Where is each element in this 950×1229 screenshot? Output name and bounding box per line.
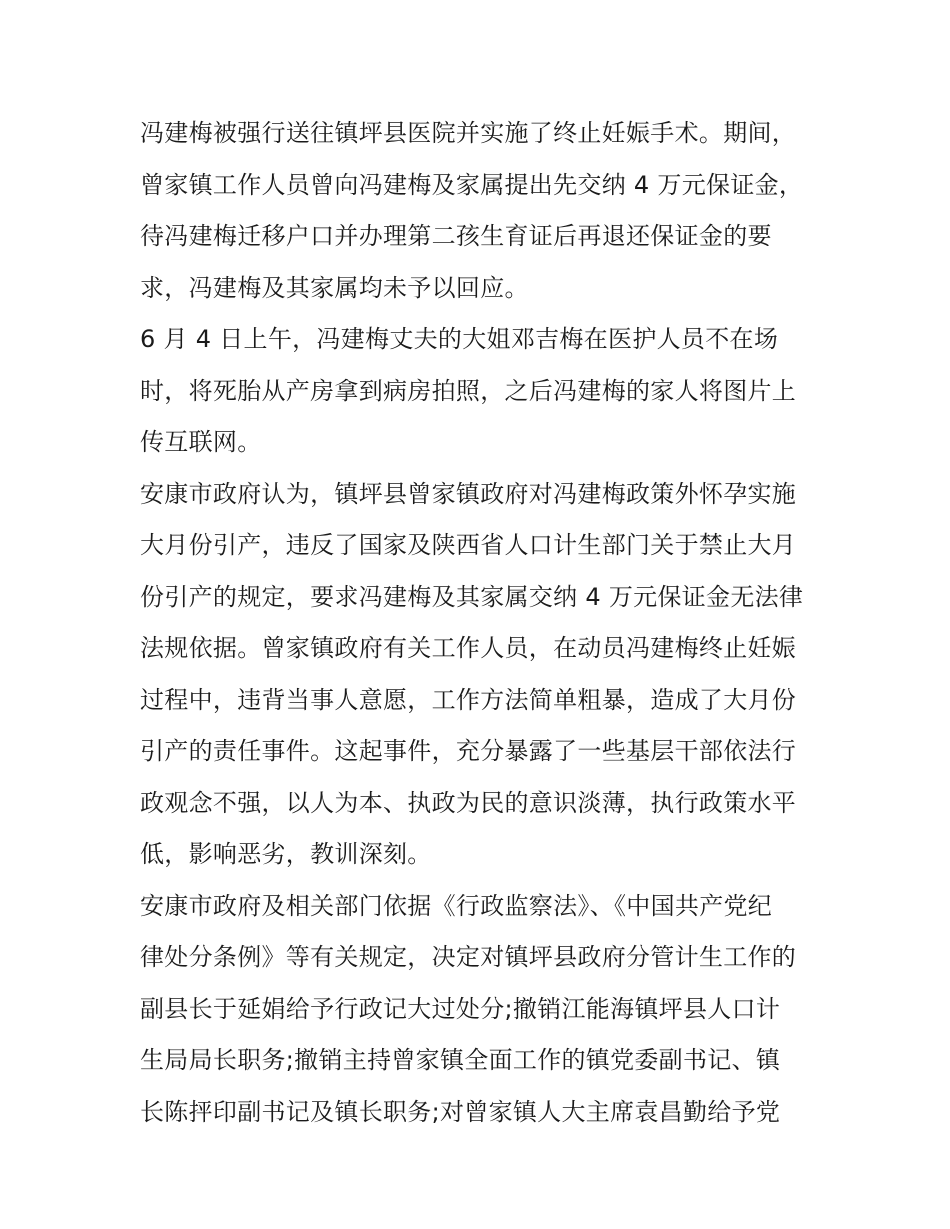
text-line: 大月份引产，违反了国家及陕西省人口计生部门关于禁止大月	[140, 531, 797, 559]
text-line: 求，冯建梅及其家属均未予以回应。	[140, 273, 529, 302]
text-line: 份引产的规定，要求冯建梅及其家属交纳 4 万元保证金无法律	[140, 582, 804, 611]
text-line: 生局局长职务;撤销主持曾家镇全面工作的镇党委副书记、镇	[140, 1046, 781, 1074]
text-line: 时，将死胎从产房拿到病房拍照，之后冯建梅的家人将图片上	[140, 376, 797, 405]
document-body	[140, 108, 820, 1138]
text-line: 过程中，违背当事人意愿，工作方法简单粗暴，造成了大月份	[140, 685, 797, 714]
text-line: 法规依据。曾家镇政府有关工作人员，在动员冯建梅终止妊娠	[140, 634, 797, 662]
text-line: 长陈抨印副书记及镇长职务;对曾家镇人大主席袁昌勤给予党	[140, 1097, 781, 1126]
text-line: 引产的责任事件。这起事件，充分暴露了一些基层干部依法行	[140, 737, 797, 765]
text-line: 低，影响恶劣，教训深刻。	[140, 840, 432, 868]
text-line: 冯建梅被强行送往镇坪县医院并实施了终止妊娠手术。期间，	[140, 119, 797, 147]
text-line: 安康市政府认为，镇坪县曾家镇政府对冯建梅政策外怀孕实施	[140, 479, 797, 508]
text-line: 传互联网。	[140, 428, 262, 456]
text-line: 安康市政府及相关部门依据《行政监察法》、《中国共产党纪	[140, 891, 773, 920]
text-line: 6 月 4 日上午，冯建梅丈夫的大姐邓吉梅在医护人员不在场	[140, 325, 779, 353]
text-line: 待冯建梅迁移户口并办理第二孩生育证后再退还保证金的要	[140, 222, 772, 250]
text-line: 曾家镇工作人员曾向冯建梅及家属提出先交纳 4 万元保证金，	[140, 170, 804, 199]
text-line: 政观念不强，以人为本、执政为民的意识淡薄，执行政策水平	[140, 788, 797, 817]
text-line: 副县长于延娟给予行政记大过处分;撤销江能海镇坪县人口计	[140, 994, 781, 1023]
text-line: 律处分条例》等有关规定，决定对镇坪县政府分管计生工作的	[140, 943, 797, 971]
